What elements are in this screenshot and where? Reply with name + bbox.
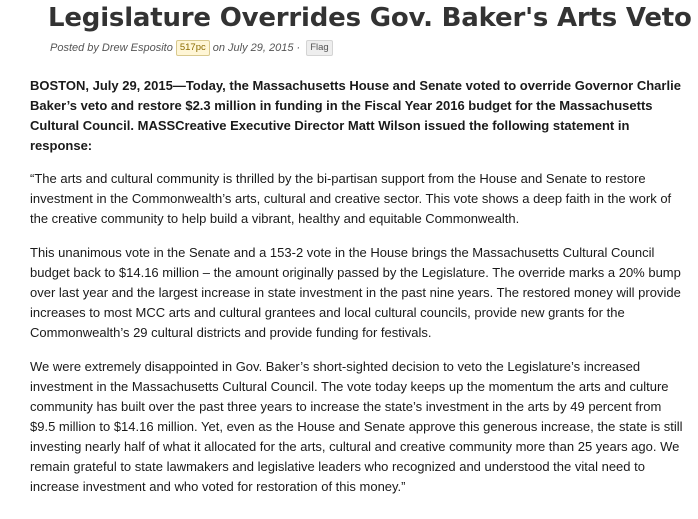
post-title: Legislature Overrides Gov. Baker's Arts Veto	[48, 3, 692, 33]
article-paragraph: “The arts and cultural community is thrilled by the bi-partisan support from the House and Senate to restore investment in the Commonwealth’s arts, cultural and creative sector. This vote shows a deep faith in the work of the creative community to help build a vibrant, healthy and equitable Commonwealth.	[30, 171, 672, 226]
article-body	[30, 76, 690, 511]
article-paragraph: We were extremely disappointed in Gov. Baker’s short-sighted decision to veto the Legislature’s increased investment in the Massachusetts Cultural Council. The vote today keeps up the momentum the arts and culture community has built over the past three years to increase the state’s investment in the arts by 49 percent from $9.5 million to $14.16 million. Yet, even as the House and Senate approve this generous increase, the state is still investing nearly half of what it allocated for the arts, cultural and creative community more than 25 years ago. We remain grateful to state lawmakers and legislative leaders who recognized and understood the vital need to increase investment and who voted for restoration of this money.”	[30, 359, 683, 494]
posted-by-label: Posted by	[50, 42, 99, 54]
post-meta	[50, 40, 333, 56]
flag-button[interactable]: Flag	[306, 40, 332, 56]
article-lead-paragraph: BOSTON, July 29, 2015—Today, the Massachusetts House and Senate voted to override Governor Charlie Baker’s veto and restore $2.3 million in funding in the Fiscal Year 2016 budget for the Massachusetts Cultural Council. MASSCreative Executive Director Matt Wilson issued the following statement in response:	[30, 78, 681, 153]
post-date: on July 29, 2015 ·	[212, 42, 301, 54]
article-paragraph: This unanimous vote in the Senate and a 153-2 vote in the House brings the Massachusetts Cultural Council budget back to $14.16 million – the amount originally passed by the Legislature. The override marks a 20% bump over last year and the largest increase in state investment in the past nine years. The restored money will provide increases to most MCC arts and cultural grantees and local cultural councils, provide new grants for the Commonwealth’s 29 cultural districts and provide funding for festivals.	[30, 245, 681, 340]
author-link[interactable]: Drew Esposito	[101, 42, 173, 54]
author-points-badge: 517pc	[176, 40, 210, 56]
